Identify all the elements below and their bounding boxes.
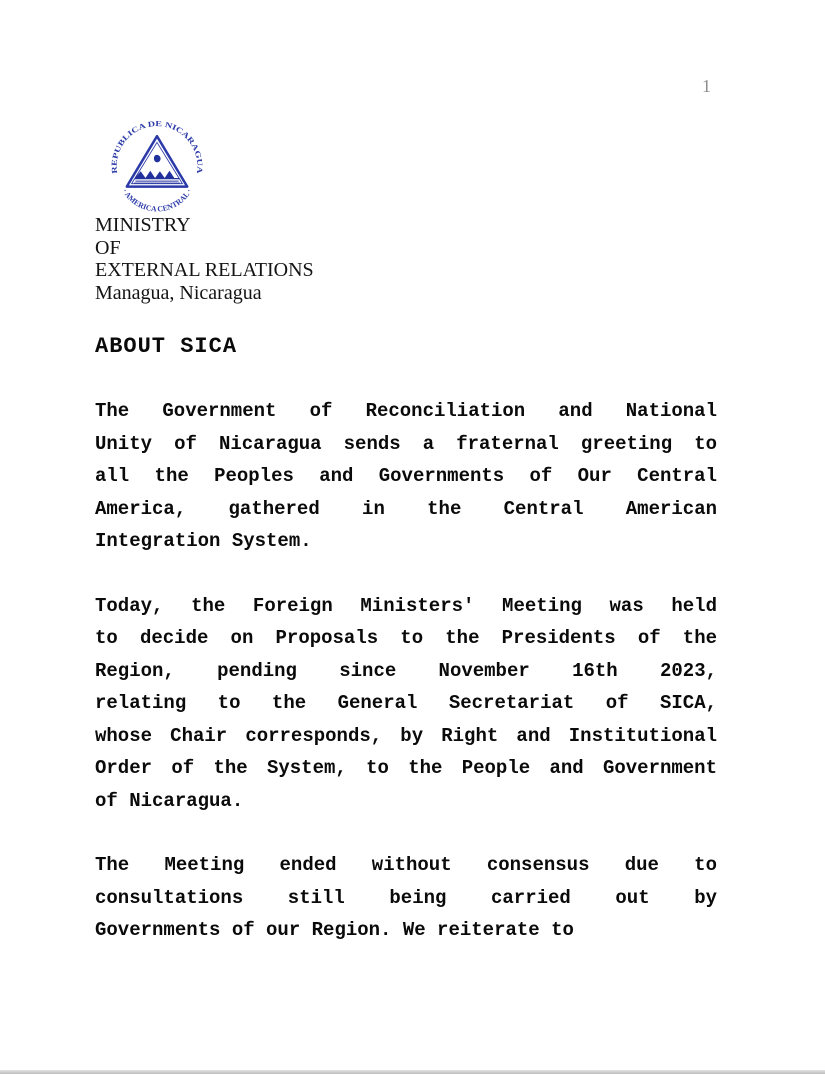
paragraph-line: Today, the Foreign Ministers' Meeting was held xyxy=(95,594,717,617)
paragraph-line: consultations still being carried out by xyxy=(95,886,717,909)
paragraph-2 xyxy=(95,590,717,818)
paragraph-line: Region, pending since November 16th 2023, xyxy=(95,659,717,682)
paragraph-line: of Nicaragua. xyxy=(95,789,244,812)
seal-bottom-text: · AMERICA CENTRAL · xyxy=(120,187,194,214)
paragraph-line: Unity of Nicaragua sends a fraternal greeting to xyxy=(95,432,717,455)
svg-text:· AMERICA CENTRAL · xyxy=(121,187,194,213)
document-heading: ABOUT SICA xyxy=(95,334,238,359)
paragraph-line: relating to the General Secretariat of SICA, xyxy=(95,692,717,714)
page-bottom-edge xyxy=(0,1070,825,1074)
paragraph-1 xyxy=(95,395,717,558)
paragraph-line: The Meeting ended without consensus due to xyxy=(95,854,717,876)
paragraph-line: whose Chair corresponds, by Right and Institutional xyxy=(95,724,717,747)
ministry-name-line-3: EXTERNAL RELATIONS xyxy=(95,259,314,281)
document-body xyxy=(95,330,717,947)
paragraph-line: Governments of our Region. We reiterate to xyxy=(95,919,574,941)
seal-top-text: REPUBLICA DE NICARAGUA xyxy=(109,119,205,174)
paragraph-line: to decide on Proposals to the Presidents of the xyxy=(95,627,717,649)
page-number: 1 xyxy=(702,76,711,96)
nicaragua-national-seal-icon xyxy=(109,116,205,214)
paragraph-line: America, gathered in the Central American xyxy=(95,497,717,520)
ministry-name-line-1: MINISTRY xyxy=(95,214,191,236)
letterhead xyxy=(95,214,314,304)
ministry-name-line-2: OF xyxy=(95,236,121,259)
paragraph-line: Integration System. xyxy=(95,530,312,552)
ministry-location: Managua, Nicaragua xyxy=(95,281,262,304)
paragraph-line: The Government of Reconciliation and National xyxy=(95,400,717,422)
paragraph-line: all the Peoples and Governments of Our Central xyxy=(95,465,717,487)
paragraph-3 xyxy=(95,849,717,947)
paragraph-line: Order of the System, to the People and Government xyxy=(95,757,717,779)
